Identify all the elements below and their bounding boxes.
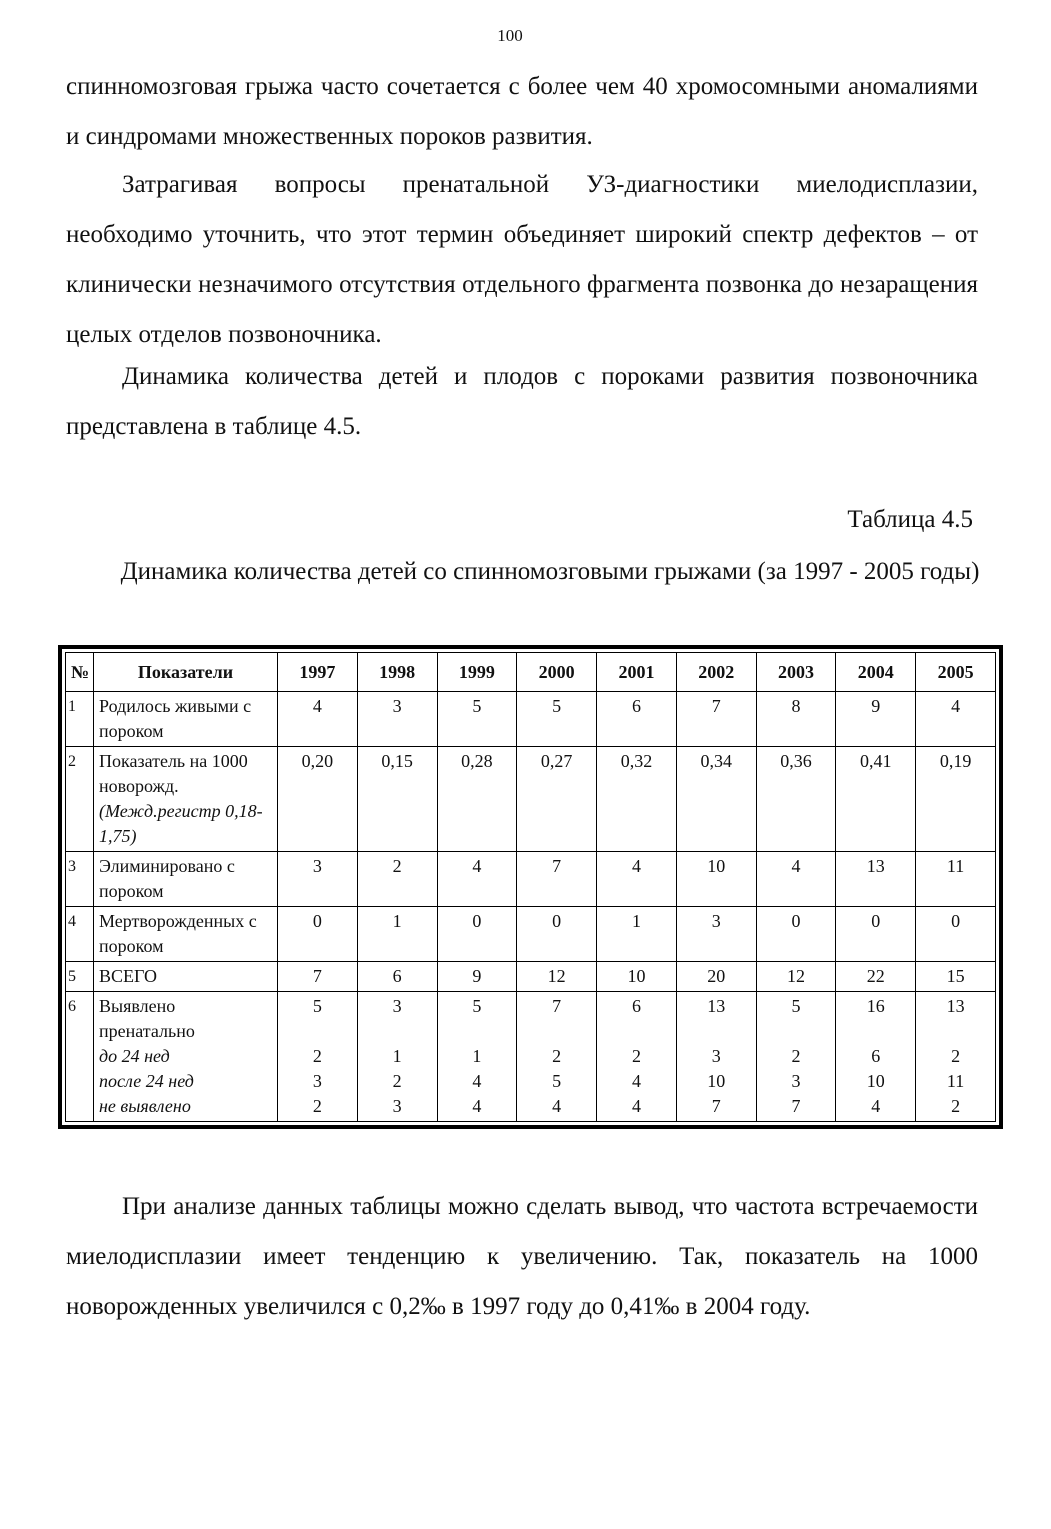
cell-value: 10 bbox=[707, 1071, 726, 1091]
table-cell: 7 bbox=[517, 852, 597, 907]
table-cell: 1 bbox=[357, 907, 437, 962]
table-cell: 0,34 bbox=[676, 747, 756, 852]
table-cell: 2 bbox=[357, 852, 437, 907]
cell-value: 1 bbox=[472, 1046, 482, 1066]
row-name: Показатель на 1000 новорожд. bbox=[99, 751, 248, 796]
table-cell: 5 bbox=[437, 692, 517, 747]
cell-value: 5 bbox=[312, 996, 322, 1016]
table-cell bbox=[756, 992, 836, 1122]
cell-value: 2 bbox=[552, 1046, 562, 1066]
table-cell bbox=[676, 992, 756, 1122]
table-row bbox=[66, 907, 996, 962]
table-cell: 8 bbox=[756, 692, 836, 747]
cell-value: 3 bbox=[392, 1096, 402, 1116]
row-index: 4 bbox=[66, 907, 94, 962]
row-name: Элиминировано с пороком bbox=[94, 852, 278, 907]
sub-row-label: после 24 нед bbox=[99, 1071, 194, 1091]
table-cell bbox=[278, 992, 358, 1122]
table-cell: 1 bbox=[597, 907, 677, 962]
cell-value: 4 bbox=[552, 1096, 562, 1116]
table-cell: 0 bbox=[836, 907, 916, 962]
table-cell: 15 bbox=[916, 962, 996, 992]
table-cell bbox=[517, 992, 597, 1122]
table-cell: 13 bbox=[836, 852, 916, 907]
header-cell: № bbox=[66, 653, 94, 692]
table-cell: 22 bbox=[836, 962, 916, 992]
table-cell: 0,36 bbox=[756, 747, 836, 852]
header-cell: 2002 bbox=[676, 653, 756, 692]
table-cell bbox=[357, 992, 437, 1122]
cell-value: 3 bbox=[312, 1071, 322, 1091]
cell-value: 4 bbox=[631, 1096, 641, 1116]
paragraph-1: спинномозговая грыжа часто сочетается с более чем 40 хромосомными аномалиями и синдромами множественных пороков развития. bbox=[66, 73, 978, 150]
cell-value: 3 bbox=[791, 1071, 801, 1091]
cell-value: 10 bbox=[866, 1071, 885, 1091]
table-label: Таблица 4.5 bbox=[847, 506, 973, 533]
cell-value: 3 bbox=[392, 996, 402, 1016]
header-cell: 1999 bbox=[437, 653, 517, 692]
table-frame bbox=[58, 645, 1003, 1129]
table-cell: 7 bbox=[278, 962, 358, 992]
cell-value: 2 bbox=[312, 1046, 322, 1066]
table-cell: 3 bbox=[278, 852, 358, 907]
cell-value: 6 bbox=[631, 996, 641, 1016]
sub-row-label: не выявлено bbox=[99, 1096, 191, 1116]
table-cell: 4 bbox=[916, 692, 996, 747]
table-header-row bbox=[66, 653, 996, 692]
table-row bbox=[66, 747, 996, 852]
table-cell bbox=[597, 992, 677, 1122]
table-cell: 7 bbox=[676, 692, 756, 747]
table-cell: 0 bbox=[916, 907, 996, 962]
row-index: 6 bbox=[66, 992, 94, 1122]
cell-value: 5 bbox=[472, 996, 482, 1016]
table-cell: 0 bbox=[756, 907, 836, 962]
table-cell: 11 bbox=[916, 852, 996, 907]
paragraph-2: Затрагивая вопросы пренатальной УЗ-диагностики миелодисплазии, необходимо уточнить, что этот термин объединяет широкий спектр дефектов – от клинически незначимого отсутствия отдельного фрагмента позвонка до незаращения целых отделов позвоночника. bbox=[66, 171, 978, 348]
row-name: Выявлено пренатально bbox=[99, 996, 195, 1041]
cell-value: 6 bbox=[871, 1046, 881, 1066]
table-cell: 4 bbox=[756, 852, 836, 907]
row-index: 2 bbox=[66, 747, 94, 852]
table-cell bbox=[836, 992, 916, 1122]
cell-value: 4 bbox=[472, 1071, 482, 1091]
table-cell: 12 bbox=[756, 962, 836, 992]
table-cell: 3 bbox=[676, 907, 756, 962]
table-cell: 9 bbox=[437, 962, 517, 992]
row-name: Мертворожденных с пороком bbox=[94, 907, 278, 962]
cell-value: 11 bbox=[946, 1071, 965, 1091]
table-cell: 20 bbox=[676, 962, 756, 992]
cell-value: 3 bbox=[711, 1046, 721, 1066]
table-cell: 12 bbox=[517, 962, 597, 992]
table-cell: 10 bbox=[676, 852, 756, 907]
cell-value: 4 bbox=[631, 1071, 641, 1091]
cell-value: 4 bbox=[472, 1096, 482, 1116]
cell-value: 13 bbox=[707, 996, 726, 1016]
row-index: 1 bbox=[66, 692, 94, 747]
table-row bbox=[66, 692, 996, 747]
cell-value: 2 bbox=[631, 1046, 641, 1066]
table-cell: 0,28 bbox=[437, 747, 517, 852]
cell-value: 1 bbox=[392, 1046, 402, 1066]
cell-value: 2 bbox=[951, 1096, 961, 1116]
table-caption: Динамика количества детей со спинномозговыми грыжами (за 1997 - 2005 годы) bbox=[120, 558, 980, 585]
table-cell: 0,15 bbox=[357, 747, 437, 852]
paragraph-3: Динамика количества детей и плодов с пороками развития позвоночника представлена в таблице 4.5. bbox=[66, 363, 978, 440]
cell-value: 13 bbox=[946, 996, 965, 1016]
header-cell: 2001 bbox=[597, 653, 677, 692]
table-cell: 3 bbox=[357, 692, 437, 747]
table-cell: 0,32 bbox=[597, 747, 677, 852]
cell-value: 2 bbox=[951, 1046, 961, 1066]
cell-value: 2 bbox=[791, 1046, 801, 1066]
row-note: (Межд.регистр 0,18-1,75) bbox=[99, 801, 263, 846]
table-cell: 6 bbox=[357, 962, 437, 992]
cell-value: 7 bbox=[552, 996, 562, 1016]
table-cell: 0,27 bbox=[517, 747, 597, 852]
table-row bbox=[66, 852, 996, 907]
cell-value: 16 bbox=[866, 996, 885, 1016]
table-cell: 0,20 bbox=[278, 747, 358, 852]
table-row bbox=[66, 992, 996, 1122]
table-cell: 4 bbox=[597, 852, 677, 907]
table-cell: 0,19 bbox=[916, 747, 996, 852]
cell-value: 2 bbox=[392, 1071, 402, 1091]
table-cell: 0 bbox=[278, 907, 358, 962]
table-cell: 0,41 bbox=[836, 747, 916, 852]
paragraph-4: При анализе данных таблицы можно сделать вывод, что частота встречаемости миелодисплазии имеет тенденцию к увеличению. Так, показатель на 1000 новорожденных увеличился с 0,2‰ в 1997 году до 0,41‰ в 2004 году. bbox=[66, 1193, 978, 1320]
header-cell: 2004 bbox=[836, 653, 916, 692]
row-name-cell bbox=[94, 992, 278, 1122]
row-name: ВСЕГО bbox=[94, 962, 278, 992]
table-cell: 9 bbox=[836, 692, 916, 747]
header-cell: 2003 bbox=[756, 653, 836, 692]
row-index: 5 bbox=[66, 962, 94, 992]
header-cell: 1997 bbox=[278, 653, 358, 692]
table-cell: 4 bbox=[278, 692, 358, 747]
cell-value: 7 bbox=[791, 1096, 801, 1116]
table-cell: 6 bbox=[597, 692, 677, 747]
cell-value: 5 bbox=[552, 1071, 562, 1091]
cell-value: 7 bbox=[711, 1096, 721, 1116]
cell-value: 4 bbox=[871, 1096, 881, 1116]
table-cell bbox=[437, 992, 517, 1122]
row-index: 3 bbox=[66, 852, 94, 907]
cell-value: 2 bbox=[312, 1096, 322, 1116]
table-cell: 5 bbox=[517, 692, 597, 747]
header-cell: 2005 bbox=[916, 653, 996, 692]
table-cell: 4 bbox=[437, 852, 517, 907]
data-table bbox=[65, 652, 996, 1122]
row-name-cell bbox=[94, 747, 278, 852]
table-cell bbox=[916, 992, 996, 1122]
table-cell: 0 bbox=[517, 907, 597, 962]
row-name: Родилось живыми с пороком bbox=[94, 692, 278, 747]
page-number: 100 bbox=[497, 26, 523, 45]
cell-value: 5 bbox=[791, 996, 801, 1016]
header-cell: Показатели bbox=[94, 653, 278, 692]
header-cell: 2000 bbox=[517, 653, 597, 692]
table-cell: 0 bbox=[437, 907, 517, 962]
header-cell: 1998 bbox=[357, 653, 437, 692]
table-cell: 10 bbox=[597, 962, 677, 992]
table-row bbox=[66, 962, 996, 992]
sub-row-label: до 24 нед bbox=[99, 1046, 170, 1066]
